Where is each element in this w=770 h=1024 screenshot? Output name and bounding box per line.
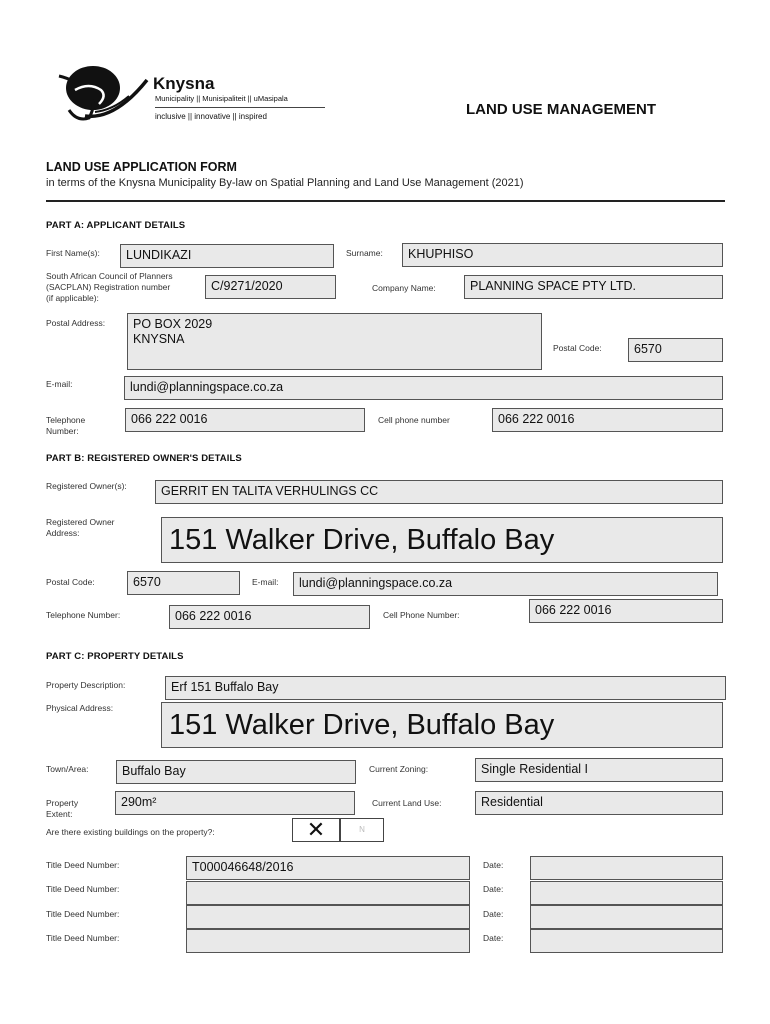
sacplan-field[interactable]: C/9271/2020 <box>205 275 336 299</box>
owner-email-field[interactable]: lundi@planningspace.co.za <box>293 572 718 596</box>
municipality-logo <box>55 60 335 130</box>
deed-number-field-1[interactable]: T000046648/2016 <box>186 856 470 880</box>
deed-number-field-2[interactable] <box>186 881 470 905</box>
email-label: E-mail: <box>46 379 73 389</box>
existing-buildings-label: Are there existing buildings on the property?: <box>46 827 215 837</box>
deed-date-field-4[interactable] <box>530 929 723 953</box>
deed-date-label: Date: <box>483 909 504 919</box>
deed-date-field-2[interactable] <box>530 881 723 905</box>
owner-telephone-label: Telephone Number: <box>46 610 121 620</box>
telephone-label: Telephone Number: <box>46 415 86 436</box>
part-a-title: PART A: APPLICANT DETAILS <box>46 220 186 231</box>
deed-date-label: Date: <box>483 884 504 894</box>
company-label: Company Name: <box>372 283 436 293</box>
deed-number-label: Title Deed Number: <box>46 933 120 943</box>
owner-address-label: Registered Owner Address: <box>46 517 115 538</box>
email-field[interactable]: lundi@planningspace.co.za <box>124 376 723 400</box>
land-use-field[interactable]: Residential <box>475 791 723 815</box>
logo-name: Knysna <box>153 74 215 93</box>
knysna-emblem-icon <box>55 60 155 130</box>
sacplan-label: South African Council of Planners (SACPLAN) Registration number (if applicable): <box>46 271 173 303</box>
zoning-field[interactable]: Single Residential I <box>475 758 723 782</box>
deed-date-field-3[interactable] <box>530 905 723 929</box>
first-name-field[interactable]: LUNDIKAZI <box>120 244 334 268</box>
logo-tagline-1: Municipality || Munisipaliteit || uMasipala <box>155 94 288 103</box>
surname-label: Surname: <box>346 248 383 258</box>
physical-address-label: Physical Address: <box>46 703 114 713</box>
surname-field[interactable]: KHUPHISO <box>402 243 723 267</box>
owner-field[interactable]: GERRIT EN TALITA VERHULINGS CC <box>155 480 723 504</box>
deed-number-label: Title Deed Number: <box>46 909 120 919</box>
owner-label: Registered Owner(s): <box>46 481 127 491</box>
telephone-field[interactable]: 066 222 0016 <box>125 408 365 432</box>
deed-date-label: Date: <box>483 933 504 943</box>
property-description-field[interactable]: Erf 151 Buffalo Bay <box>165 676 726 700</box>
owner-telephone-field[interactable]: 066 222 0016 <box>169 605 370 629</box>
logo-divider <box>155 107 325 108</box>
town-field[interactable]: Buffalo Bay <box>116 760 356 784</box>
extent-label: Property Extent: <box>46 798 79 819</box>
deed-number-field-3[interactable] <box>186 905 470 929</box>
postal-address-field[interactable]: PO BOX 2029 KNYSNA <box>127 313 542 370</box>
deed-date-label: Date: <box>483 860 504 870</box>
cell-field[interactable]: 066 222 0016 <box>492 408 723 432</box>
postal-code-label: Postal Code: <box>553 343 602 353</box>
deed-number-label: Title Deed Number: <box>46 860 120 870</box>
cell-label: Cell phone number <box>378 415 450 425</box>
form-subtitle: in terms of the Knysna Municipality By-law on Spatial Planning and Land Use Management (2021) <box>46 177 524 189</box>
form-title: LAND USE APPLICATION FORM <box>46 160 237 174</box>
town-label: Town/Area: <box>46 764 89 774</box>
land-use-label: Current Land Use: <box>372 798 442 808</box>
deed-number-field-4[interactable] <box>186 929 470 953</box>
existing-buildings-yes-checkbox[interactable]: ✕ <box>292 818 340 842</box>
owner-cell-field[interactable]: 066 222 0016 <box>529 599 723 623</box>
header-divider <box>46 200 725 202</box>
physical-address-field[interactable]: 151 Walker Drive, Buffalo Bay <box>161 702 723 748</box>
part-b-title: PART B: REGISTERED OWNER'S DETAILS <box>46 453 242 464</box>
company-field[interactable]: PLANNING SPACE PTY LTD. <box>464 275 723 299</box>
logo-tagline-2: inclusive || innovative || inspired <box>155 112 267 121</box>
zoning-label: Current Zoning: <box>369 764 429 774</box>
owner-email-label: E-mail: <box>252 577 279 587</box>
owner-postal-code-label: Postal Code: <box>46 577 95 587</box>
postal-address-label: Postal Address: <box>46 318 106 328</box>
postal-code-field[interactable]: 6570 <box>628 338 723 362</box>
deed-date-field-1[interactable] <box>530 856 723 880</box>
property-description-label: Property Description: <box>46 680 126 690</box>
existing-buildings-no-checkbox[interactable]: N <box>340 818 384 842</box>
deed-number-label: Title Deed Number: <box>46 884 120 894</box>
owner-postal-code-field[interactable]: 6570 <box>127 571 240 595</box>
page-heading: LAND USE MANAGEMENT <box>466 101 656 118</box>
part-c-title: PART C: PROPERTY DETAILS <box>46 651 184 662</box>
owner-cell-label: Cell Phone Number: <box>383 610 460 620</box>
first-name-label: First Name(s): <box>46 248 100 258</box>
owner-address-field[interactable]: 151 Walker Drive, Buffalo Bay <box>161 517 723 563</box>
extent-field[interactable]: 290m² <box>115 791 355 815</box>
